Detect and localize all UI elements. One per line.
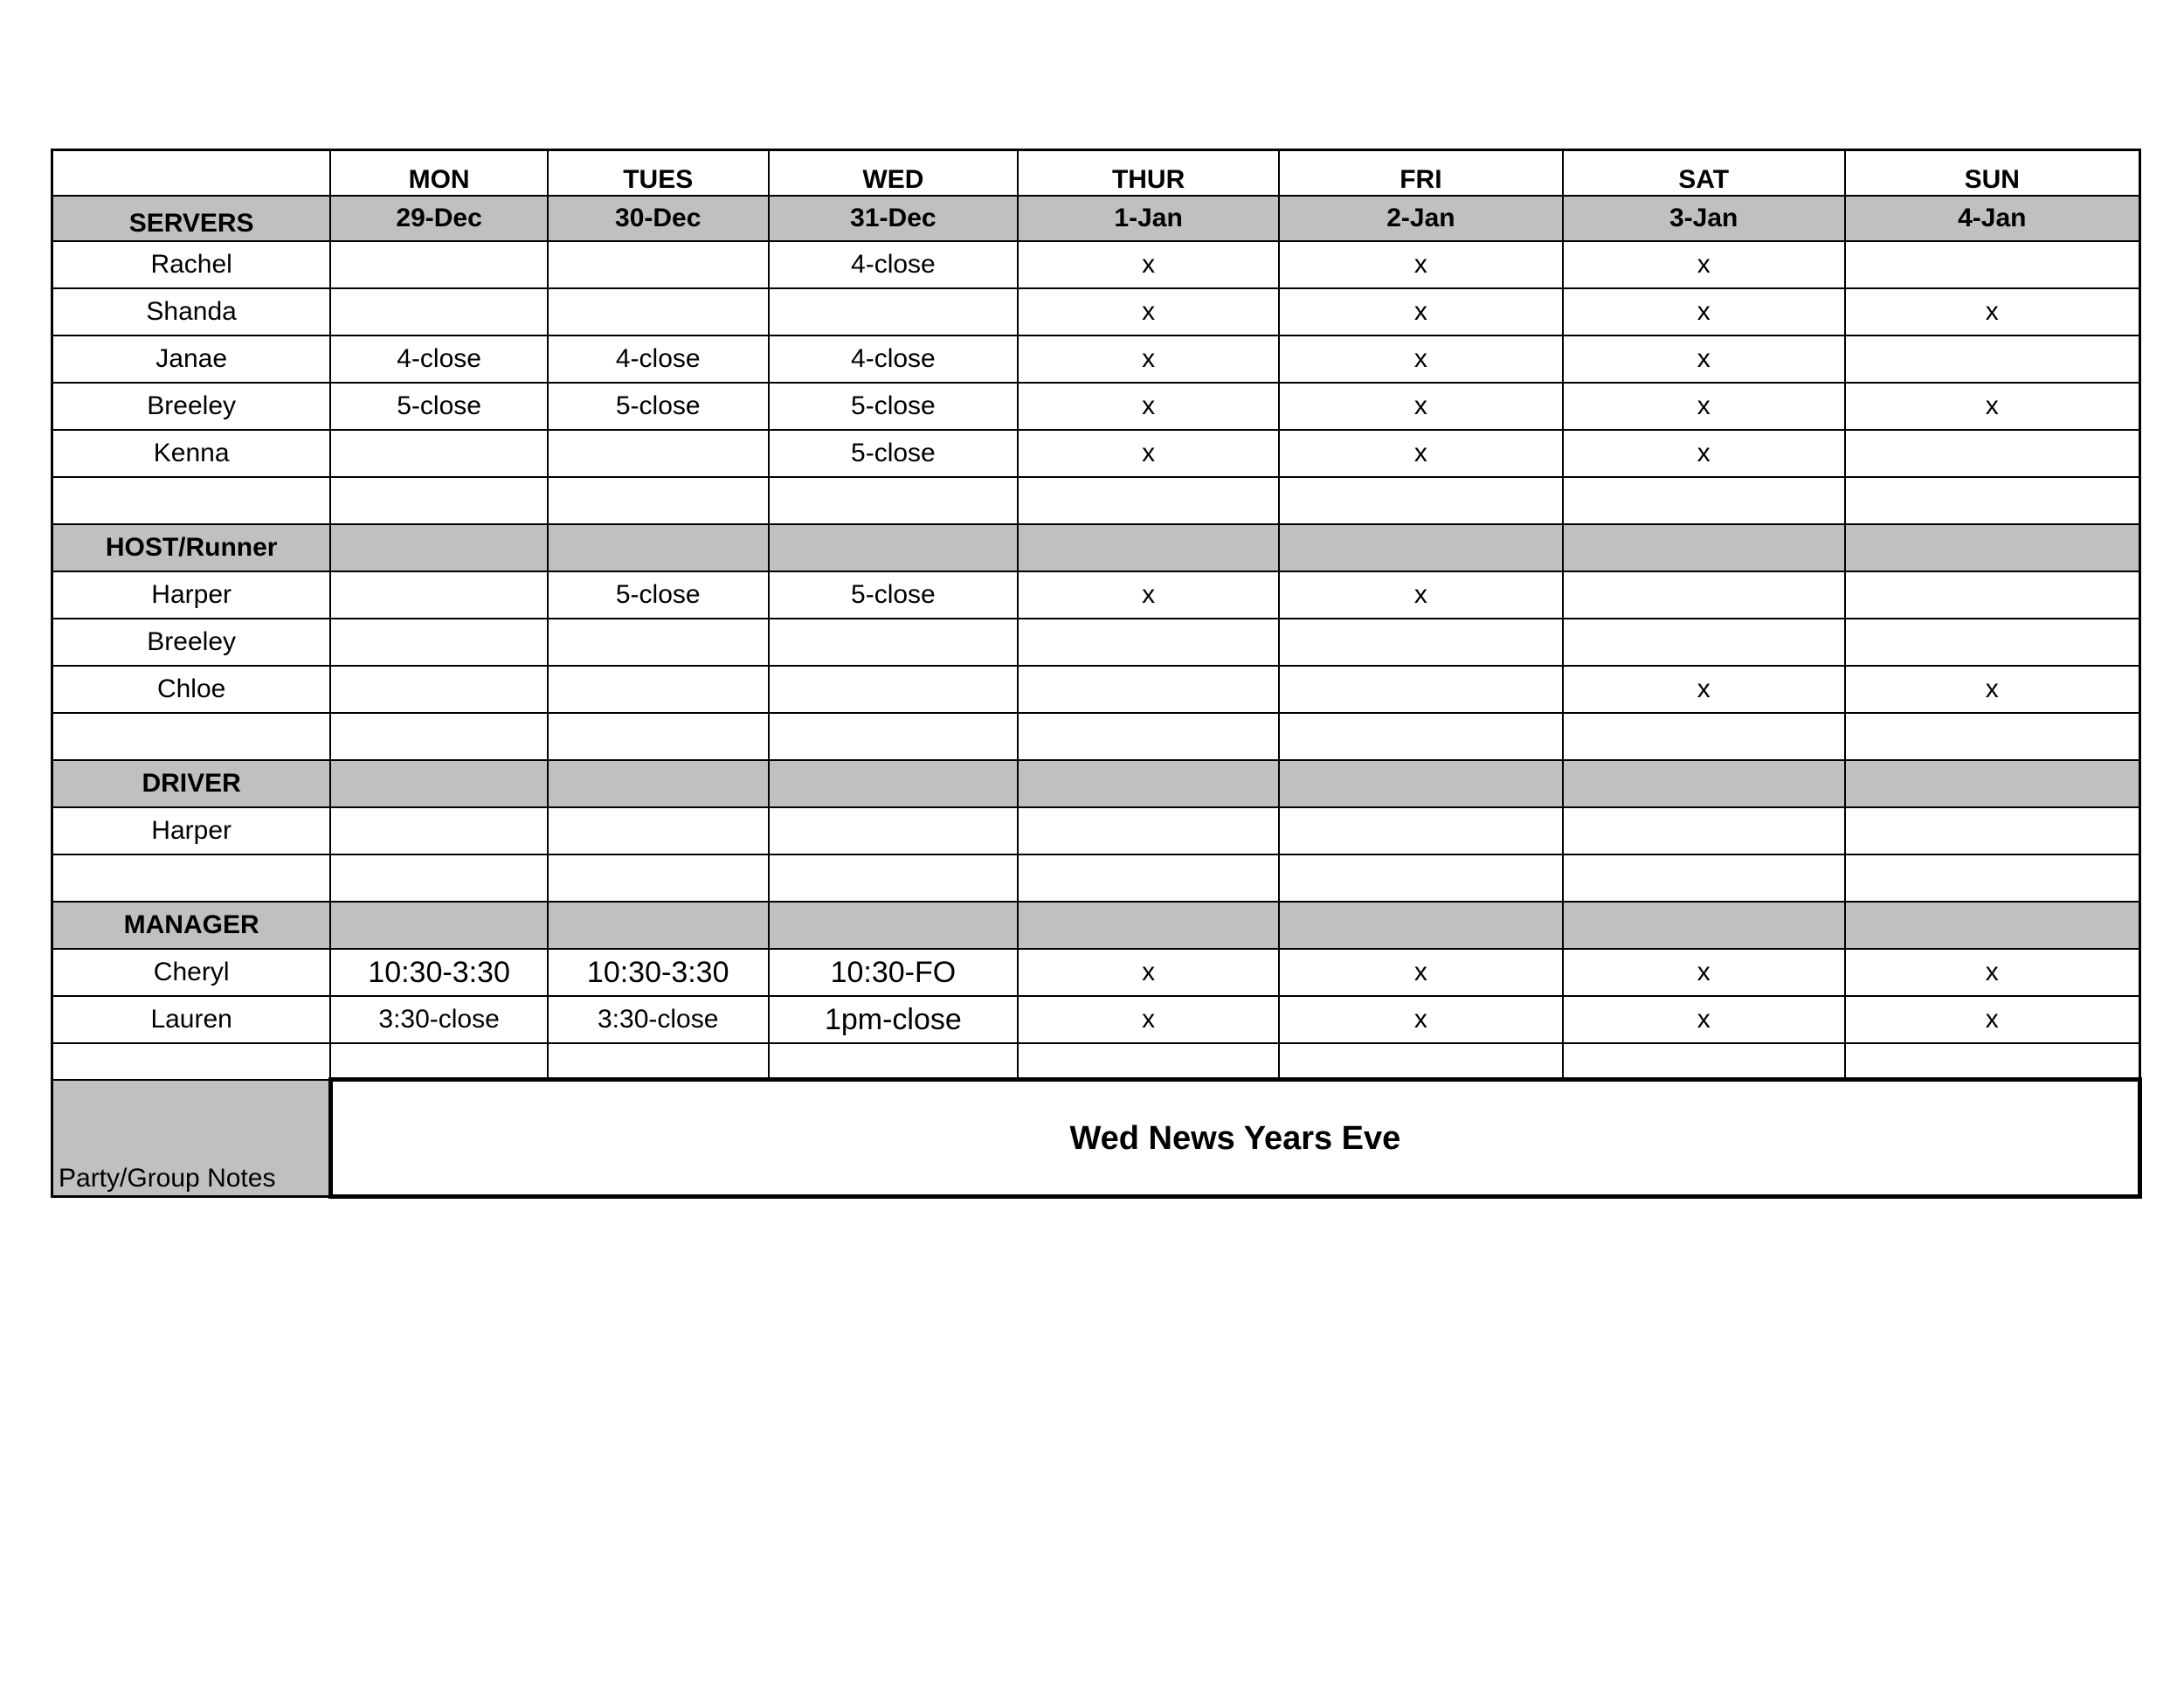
section-label-manager: MANAGER [52, 902, 331, 949]
empty-cell [330, 1043, 548, 1080]
shift-cell [1845, 571, 2140, 619]
section-fill-cell [1018, 760, 1279, 807]
shift-cell: 3:30-close [548, 996, 769, 1043]
person-name: Breeley [52, 619, 331, 666]
empty-cell [769, 477, 1019, 524]
person-row [52, 666, 2140, 713]
empty-cell [548, 477, 769, 524]
shift-cell [769, 807, 1019, 854]
person-name: Rachel [52, 241, 331, 288]
shift-cell: x [1563, 666, 1845, 713]
person-name: Lauren [52, 996, 331, 1043]
section-fill-cell [330, 524, 548, 571]
shift-cell [1563, 571, 1845, 619]
date-header: 30-Dec [548, 196, 769, 241]
shift-cell [548, 666, 769, 713]
person-name: Kenna [52, 430, 331, 477]
notes-text: Wed News Years Eve [330, 1080, 2139, 1197]
empty-cell [1845, 1043, 2140, 1080]
empty-cell [548, 713, 769, 760]
shift-cell: x [1563, 996, 1845, 1043]
shift-cell [548, 288, 769, 336]
person-row [52, 571, 2140, 619]
shift-cell: 4-close [769, 336, 1019, 383]
section-fill-cell [548, 902, 769, 949]
date-header: 1-Jan [1018, 196, 1279, 241]
empty-cell [769, 1043, 1019, 1080]
empty-cell [52, 854, 331, 902]
shift-cell: 4-close [548, 336, 769, 383]
shift-cell: 4-close [330, 336, 548, 383]
shift-cell: x [1563, 430, 1845, 477]
shift-cell [1845, 430, 2140, 477]
shift-cell [1845, 241, 2140, 288]
empty-cell [1563, 713, 1845, 760]
empty-cell [548, 1043, 769, 1080]
person-row [52, 430, 2140, 477]
shift-cell: 5-close [548, 383, 769, 430]
blank-row [52, 713, 2140, 760]
blank-row [52, 854, 2140, 902]
shift-cell [548, 241, 769, 288]
shift-cell [1563, 807, 1845, 854]
shift-cell [1279, 619, 1563, 666]
day-header: MON [330, 150, 548, 196]
person-name: Chloe [52, 666, 331, 713]
person-name: Breeley [52, 383, 331, 430]
person-row [52, 336, 2140, 383]
day-header: FRI [1279, 150, 1563, 196]
shift-cell [330, 571, 548, 619]
shift-cell: 1pm-close [769, 996, 1019, 1043]
empty-cell [330, 477, 548, 524]
section-fill-cell [1279, 524, 1563, 571]
section-label-servers: SERVERS [52, 196, 331, 241]
shift-cell [1845, 807, 2140, 854]
shift-cell: x [1563, 241, 1845, 288]
shift-cell: x [1018, 241, 1279, 288]
person-row [52, 288, 2140, 336]
section-fill-cell [1563, 524, 1845, 571]
schedule-table [51, 149, 2142, 1199]
shift-cell: x [1279, 430, 1563, 477]
shift-cell: x [1845, 666, 2140, 713]
shift-cell [330, 619, 548, 666]
shift-cell: x [1018, 288, 1279, 336]
shift-cell [330, 288, 548, 336]
section-fill-cell [1018, 524, 1279, 571]
empty-cell [548, 854, 769, 902]
shift-cell [1018, 666, 1279, 713]
date-header: 2-Jan [1279, 196, 1563, 241]
day-header: TUES [548, 150, 769, 196]
person-name: Shanda [52, 288, 331, 336]
section-fill-cell [330, 760, 548, 807]
empty-cell [1563, 854, 1845, 902]
section-header-row [52, 902, 2140, 949]
person-row [52, 949, 2140, 996]
person-row [52, 996, 2140, 1043]
shift-cell: x [1845, 383, 2140, 430]
shift-cell: x [1018, 383, 1279, 430]
day-header: SAT [1563, 150, 1845, 196]
shift-cell: x [1279, 996, 1563, 1043]
shift-cell: x [1018, 571, 1279, 619]
shift-cell: x [1279, 241, 1563, 288]
shift-cell [1018, 619, 1279, 666]
shift-cell: x [1563, 383, 1845, 430]
empty-cell [52, 1043, 331, 1080]
section-fill-cell [330, 902, 548, 949]
shift-cell [548, 619, 769, 666]
person-name: Janae [52, 336, 331, 383]
schedule-body [52, 150, 2140, 1197]
shift-cell: x [1018, 336, 1279, 383]
section-fill-cell [1845, 902, 2140, 949]
shift-cell: 5-close [769, 571, 1019, 619]
shift-cell: x [1563, 336, 1845, 383]
person-name: Harper [52, 807, 331, 854]
shift-cell: x [1279, 288, 1563, 336]
empty-cell [1563, 1043, 1845, 1080]
section-fill-cell [548, 524, 769, 571]
empty-cell [52, 713, 331, 760]
shift-cell: x [1018, 430, 1279, 477]
shift-cell [548, 807, 769, 854]
shift-cell: x [1563, 949, 1845, 996]
date-header: 31-Dec [769, 196, 1019, 241]
person-row [52, 241, 2140, 288]
shift-cell: x [1845, 996, 2140, 1043]
shift-cell [1845, 336, 2140, 383]
shift-cell [330, 807, 548, 854]
empty-cell [330, 854, 548, 902]
shift-cell: 3:30-close [330, 996, 548, 1043]
section-fill-cell [769, 902, 1019, 949]
shift-cell: x [1279, 383, 1563, 430]
section-fill-cell [1845, 760, 2140, 807]
section-fill-cell [1563, 902, 1845, 949]
shift-cell: 5-close [330, 383, 548, 430]
empty-cell [1563, 477, 1845, 524]
empty-cell [1845, 854, 2140, 902]
blank-row [52, 477, 2140, 524]
person-row [52, 383, 2140, 430]
shift-cell: x [1018, 949, 1279, 996]
section-header-row [52, 524, 2140, 571]
person-row [52, 619, 2140, 666]
empty-cell [1018, 477, 1279, 524]
shift-cell: x [1845, 949, 2140, 996]
empty-cell [769, 713, 1019, 760]
section-header-row [52, 760, 2140, 807]
section-fill-cell [769, 760, 1019, 807]
shift-cell: 4-close [769, 241, 1019, 288]
shift-cell: x [1845, 288, 2140, 336]
person-name: Cheryl [52, 949, 331, 996]
shift-cell: x [1279, 336, 1563, 383]
empty-cell [1279, 713, 1563, 760]
empty-cell [1018, 854, 1279, 902]
notes-label: Party/Group Notes [52, 1080, 331, 1197]
shift-cell [548, 430, 769, 477]
shift-cell [1018, 807, 1279, 854]
shift-cell: x [1279, 949, 1563, 996]
section-fill-cell [1279, 760, 1563, 807]
date-header-row [52, 196, 2140, 241]
blank-row [52, 1043, 2140, 1080]
section-fill-cell [548, 760, 769, 807]
section-label-driver: DRIVER [52, 760, 331, 807]
shift-cell [330, 666, 548, 713]
shift-cell: 5-close [769, 430, 1019, 477]
day-header: THUR [1018, 150, 1279, 196]
section-fill-cell [1845, 524, 2140, 571]
empty-cell [1845, 713, 2140, 760]
person-name: Harper [52, 571, 331, 619]
empty-cell [769, 854, 1019, 902]
shift-cell [1845, 619, 2140, 666]
empty-cell [1279, 854, 1563, 902]
shift-cell: 10:30-3:30 [330, 949, 548, 996]
empty-cell [1845, 477, 2140, 524]
section-fill-cell [769, 524, 1019, 571]
empty-cell [1279, 477, 1563, 524]
shift-cell [769, 666, 1019, 713]
section-fill-cell [1279, 902, 1563, 949]
empty-cell [52, 477, 331, 524]
empty-cell [1279, 1043, 1563, 1080]
empty-cell [330, 713, 548, 760]
date-header: 3-Jan [1563, 196, 1845, 241]
date-header: 29-Dec [330, 196, 548, 241]
shift-cell [330, 241, 548, 288]
section-fill-cell [1018, 902, 1279, 949]
notes-row [52, 1080, 2140, 1197]
shift-cell: 10:30-FO [769, 949, 1019, 996]
shift-cell [1279, 807, 1563, 854]
section-fill-cell [1563, 760, 1845, 807]
shift-cell [1563, 619, 1845, 666]
shift-cell: x [1279, 571, 1563, 619]
shift-cell [769, 619, 1019, 666]
shift-cell: x [1563, 288, 1845, 336]
shift-cell: 10:30-3:30 [548, 949, 769, 996]
day-header-row [52, 150, 2140, 196]
shift-cell: 5-close [769, 383, 1019, 430]
shift-cell [330, 430, 548, 477]
shift-cell: 5-close [548, 571, 769, 619]
empty-cell [1018, 713, 1279, 760]
shift-cell [769, 288, 1019, 336]
date-header: 4-Jan [1845, 196, 2140, 241]
section-label-host: HOST/Runner [52, 524, 331, 571]
day-header: WED [769, 150, 1019, 196]
shift-cell: x [1018, 996, 1279, 1043]
empty-cell [1018, 1043, 1279, 1080]
person-row [52, 807, 2140, 854]
corner-cell [52, 150, 331, 196]
day-header: SUN [1845, 150, 2140, 196]
shift-cell [1279, 666, 1563, 713]
